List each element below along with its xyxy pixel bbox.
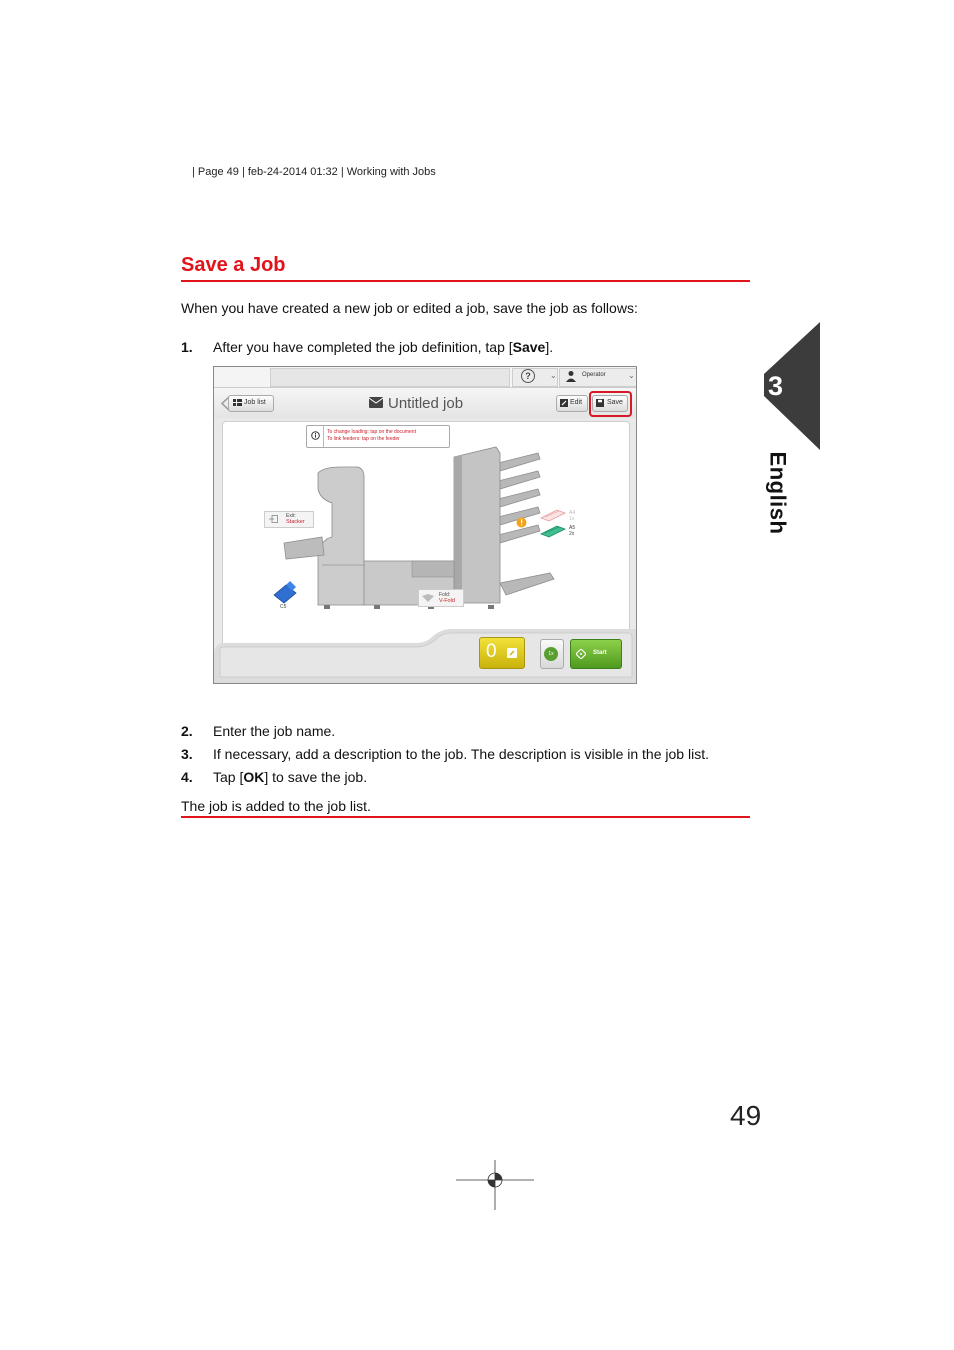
step-3-text: If necessary, add a description to the job. The description is visible in the job list. bbox=[213, 746, 709, 762]
fold-value: V-Fold bbox=[439, 598, 455, 604]
operator-chevron-down-icon: ⌄ bbox=[628, 371, 635, 380]
reset-counter-icon bbox=[507, 648, 517, 658]
save-button[interactable] bbox=[592, 395, 628, 412]
envelope-icon bbox=[369, 397, 383, 408]
step-4-text-before: Tap [ bbox=[213, 769, 244, 785]
page-number: 49 bbox=[730, 1100, 762, 1131]
save-label: Save bbox=[607, 399, 623, 406]
running-header: | Page 49 | feb-24-2014 01:32 | Working with Jobs bbox=[192, 166, 436, 178]
folder-inserter-machine[interactable] bbox=[262, 443, 562, 615]
feeder-label-d: 2x bbox=[569, 531, 575, 537]
result-text: The job is added to the job list. bbox=[181, 798, 371, 814]
step-4-bold: OK bbox=[243, 769, 265, 785]
step-1-text-after: ]. bbox=[545, 339, 554, 355]
step-4-number: 4. bbox=[181, 769, 193, 785]
exit-value: Stacker bbox=[286, 519, 305, 525]
exit-icon bbox=[269, 515, 278, 523]
step-1-text-before: After you have completed the job definition, tap [ bbox=[213, 339, 513, 355]
intro-paragraph: When you have created a new job or edited a job, save the job as follows: bbox=[181, 300, 638, 316]
start-label: Start bbox=[593, 650, 607, 656]
step-2-text: Enter the job name. bbox=[213, 723, 336, 739]
section-title: Save a Job bbox=[181, 254, 286, 276]
job-list-label: Job list bbox=[244, 399, 266, 406]
warning-icon bbox=[516, 517, 527, 528]
language-label: English bbox=[765, 451, 791, 535]
edit-button[interactable] bbox=[556, 395, 588, 412]
feeder-document-pink-icon[interactable] bbox=[539, 508, 567, 522]
counter-button[interactable] bbox=[479, 637, 525, 669]
floppy-disk-icon bbox=[596, 399, 604, 407]
exit-label: Exit: bbox=[286, 513, 296, 519]
feeder-label-c: A5 bbox=[569, 525, 576, 531]
start-button[interactable] bbox=[570, 639, 622, 669]
chapter-number: 3 bbox=[768, 371, 784, 401]
feeder-document-green-icon[interactable] bbox=[539, 524, 567, 538]
step-2-number: 2. bbox=[181, 723, 193, 739]
notice-line-1: To change loading: tap on the document bbox=[327, 429, 416, 435]
envelope-label: C5 bbox=[280, 604, 287, 610]
repeat-button[interactable] bbox=[540, 639, 564, 669]
job-list-button[interactable] bbox=[228, 395, 274, 412]
fold-tag[interactable] bbox=[418, 589, 464, 607]
list-icon bbox=[233, 399, 242, 407]
title-rule bbox=[181, 280, 750, 282]
start-diamond-icon bbox=[576, 649, 586, 659]
fold-icon bbox=[422, 594, 434, 602]
step-3-number: 3. bbox=[181, 746, 193, 762]
operator-label: Operator bbox=[582, 372, 606, 378]
fold-label: Fold: bbox=[439, 592, 451, 598]
step-1-text bbox=[213, 339, 553, 355]
topbar-field bbox=[270, 368, 510, 387]
result-rule bbox=[181, 816, 750, 818]
screenshot-topbar bbox=[214, 367, 636, 388]
step-4-text bbox=[213, 769, 367, 785]
feeder-label-b: 1x bbox=[569, 516, 575, 522]
help-chevron-down-icon: ⌄ bbox=[550, 371, 557, 380]
notice-line-2: To link feeders: tap on the feeder bbox=[327, 436, 400, 442]
info-icon bbox=[311, 431, 320, 440]
step-1-bold: Save bbox=[512, 339, 546, 355]
step-1-number: 1. bbox=[181, 339, 193, 355]
step-4-text-after: ] to save the job. bbox=[264, 769, 368, 785]
envelope-document-icon[interactable] bbox=[272, 581, 298, 605]
registration-mark-icon bbox=[456, 1160, 534, 1212]
repeat-label: 1x bbox=[544, 647, 558, 661]
pencil-icon bbox=[560, 399, 568, 407]
feeder-label-a: A4 bbox=[569, 510, 576, 516]
counter-value: 0 bbox=[486, 641, 497, 662]
help-icon[interactable]: ? bbox=[521, 369, 535, 383]
job-title[interactable]: Untitled job bbox=[388, 395, 464, 412]
ui-screenshot bbox=[213, 366, 637, 684]
edit-label: Edit bbox=[570, 399, 583, 406]
exit-tag[interactable] bbox=[264, 511, 314, 528]
user-icon bbox=[566, 370, 576, 382]
